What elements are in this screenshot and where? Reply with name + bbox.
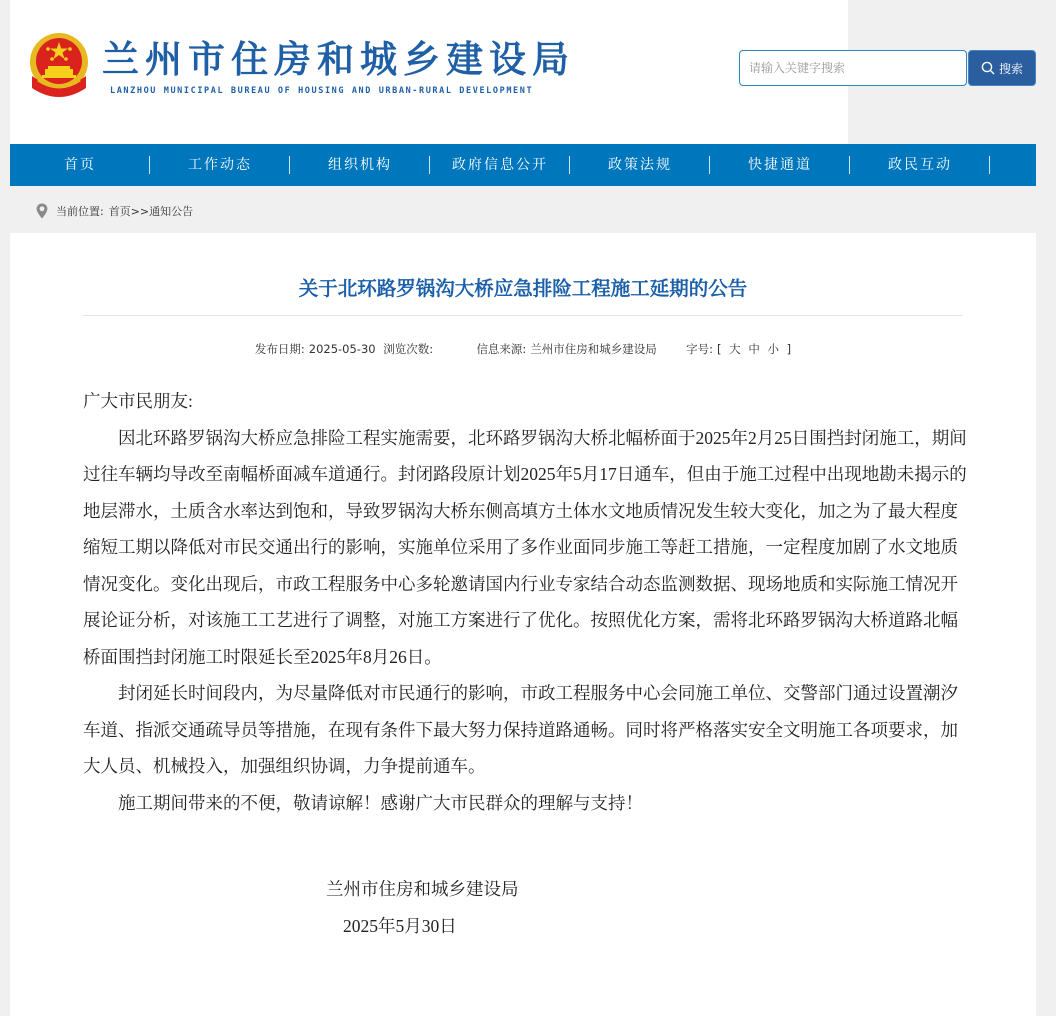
article-body bbox=[83, 383, 968, 821]
bracket-close: ] bbox=[786, 342, 792, 356]
nav-item-organization[interactable]: 组织机构 bbox=[290, 144, 430, 186]
breadcrumb-separator: >> bbox=[130, 204, 150, 218]
breadcrumb bbox=[36, 203, 193, 219]
search-button-label: 搜索 bbox=[998, 61, 1023, 76]
site-title: 兰州市住房和城乡建设局 bbox=[102, 38, 575, 81]
search-button[interactable] bbox=[968, 50, 1036, 86]
bracket-open: [ bbox=[717, 342, 722, 356]
publish-date: 2025-05-30 bbox=[308, 342, 376, 356]
signature-date: 2025年5月30日 bbox=[343, 916, 457, 936]
source-value: 兰州市住房和城乡建设局 bbox=[530, 342, 657, 356]
search-icon bbox=[981, 61, 995, 75]
main-nav bbox=[10, 144, 1036, 186]
article-paragraph: 因北环路罗锅沟大桥应急排险工程实施需要，北环路罗锅沟大桥北幅桥面于2025年2月25日围挡封闭施工，期间过往车辆均导改至南幅桥面减车道通行。封闭路段原计划2025年5月17日通车，但由于施工过程中出现地勘未揭示的地层滞水，土质含水率达到饱和，导致罗锅沟大桥东侧高填方土体水文地质情况发生较大变化，加之为了最大程度缩短工期以降低对市民交通出行的影响，实施单位采用了多作业面同步施工等赶工措施，一定程度加剧了水文地质情况变化。变化出现后，市政工程服务中心多轮邀请国内行业专家结合动态监测数据、现场地质和实际施工情况开展论证分析，对该施工工艺进行了调整，对施工方案进行了优化。按照优化方案，需将北环路罗锅沟大桥道路北幅桥面围挡封闭施工时限延长至2025年8月26日。 bbox=[83, 427, 967, 667]
nav-item-home[interactable]: 首页 bbox=[10, 144, 150, 186]
site-subtitle: LANZHOU MUNICIPAL BUREAU OF HOUSING AND URBAN-RURAL DEVELOPMENT bbox=[110, 86, 534, 96]
nav-item-gov-info-disclosure[interactable]: 政府信息公开 bbox=[430, 144, 570, 186]
breadcrumb-prefix: 当前位置: bbox=[56, 205, 104, 218]
font-size-label: 字号: bbox=[686, 342, 713, 356]
breadcrumb-home-link[interactable]: 首页 bbox=[108, 205, 131, 218]
title-divider bbox=[83, 315, 963, 316]
font-size-medium-button[interactable]: 中 bbox=[748, 342, 760, 356]
font-size-large-button[interactable]: 大 bbox=[729, 342, 741, 356]
source-label: 信息来源: bbox=[476, 342, 527, 356]
national-emblem-icon bbox=[28, 32, 90, 100]
font-size-small-button[interactable]: 小 bbox=[767, 342, 779, 356]
breadcrumb-current-link[interactable]: 通知公告 bbox=[149, 205, 194, 218]
site-header bbox=[10, 0, 848, 144]
article-greeting: 广大市民朋友: bbox=[83, 391, 193, 411]
article-panel bbox=[10, 233, 1036, 1016]
article-meta bbox=[10, 341, 1036, 357]
location-pin-icon bbox=[36, 203, 48, 219]
article-title: 关于北环路罗锅沟大桥应急排险工程施工延期的公告 bbox=[298, 277, 748, 300]
views-label: 浏览次数: bbox=[383, 342, 434, 356]
nav-item-quick-access[interactable]: 快捷通道 bbox=[710, 144, 850, 186]
nav-item-work-news[interactable]: 工作动态 bbox=[150, 144, 290, 186]
article-paragraph: 施工期间带来的不便，敬请谅解！感谢广大市民群众的理解与支持！ bbox=[118, 792, 643, 813]
nav-item-public-interaction[interactable]: 政民互动 bbox=[850, 144, 990, 186]
nav-item-policies-regulations[interactable]: 政策法规 bbox=[570, 144, 710, 186]
search-input[interactable] bbox=[739, 50, 967, 86]
search-bar bbox=[739, 50, 1036, 86]
signature-org: 兰州市住房和城乡建设局 bbox=[326, 879, 519, 899]
article-paragraph: 封闭延长时间段内，为尽量降低对市民通行的影响，市政工程服务中心会同施工单位、交警部门通过设置潮汐车道、指派交通疏导员等措施，在现有条件下最大努力保持道路通畅。同时将严格落实安全文明施工各项要求，加大人员、机械投入，加强组织协调，力争提前通车。 bbox=[83, 683, 958, 776]
article-signature bbox=[326, 871, 519, 945]
publish-date-label: 发布日期: bbox=[254, 342, 305, 356]
